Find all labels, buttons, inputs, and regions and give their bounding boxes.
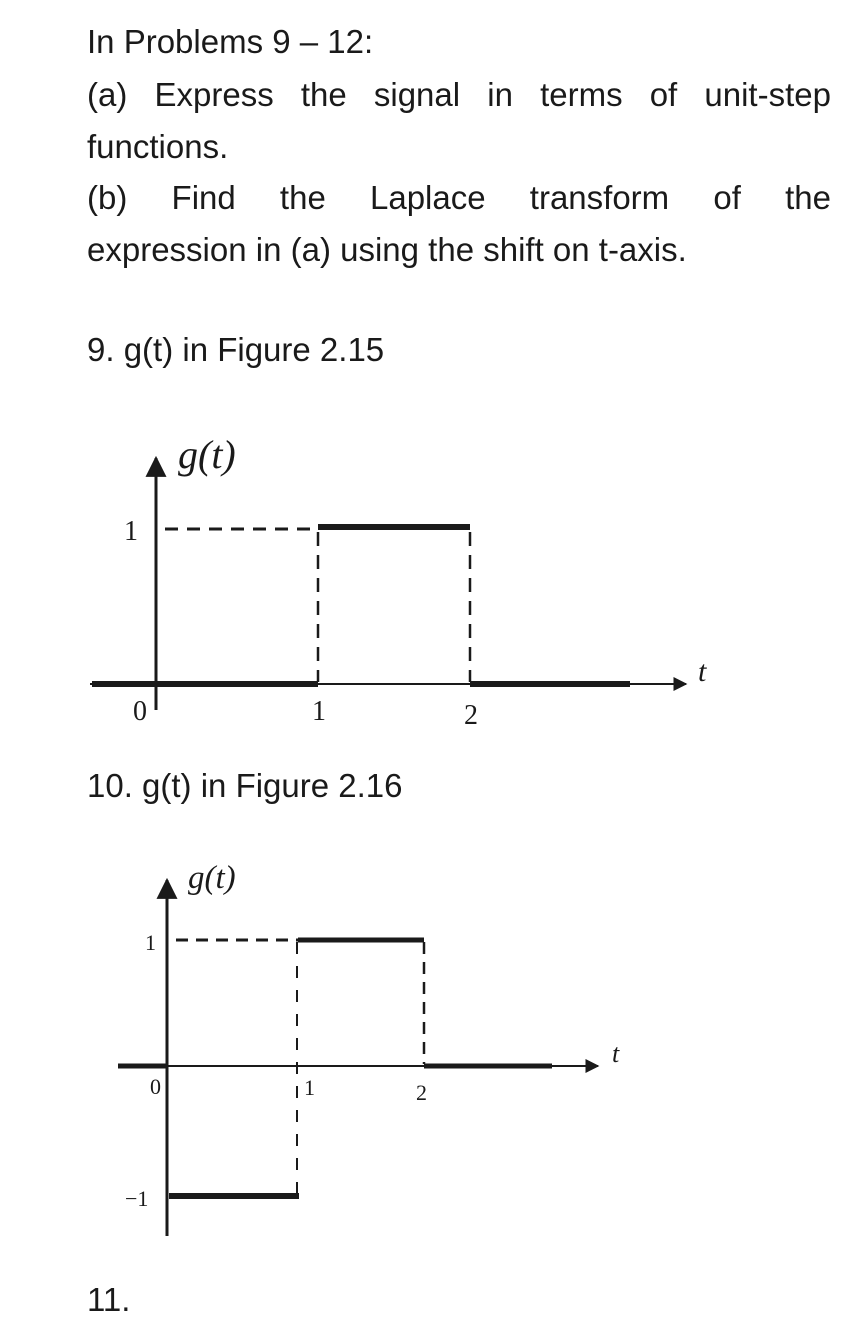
origin-label: 0 xyxy=(133,696,147,727)
x-axis-label: t xyxy=(612,1039,620,1068)
word: Laplace xyxy=(369,179,486,216)
word: unit-step xyxy=(704,76,831,113)
word: of xyxy=(649,76,678,113)
x-tick-2: 2 xyxy=(416,1080,427,1105)
origin-label: 0 xyxy=(150,1074,161,1099)
x-tick-2: 2 xyxy=(464,700,478,731)
y-tick-1: 1 xyxy=(124,516,138,547)
word: (a) xyxy=(87,76,128,113)
word: the xyxy=(785,179,831,216)
y-axis-label: g(t) xyxy=(178,432,236,477)
word: signal xyxy=(373,76,461,113)
word: (b) xyxy=(87,179,128,216)
y-tick-neg1: −1 xyxy=(125,1186,149,1211)
word: the xyxy=(279,179,326,216)
problem-11-label: 11. xyxy=(87,1281,131,1318)
word: terms xyxy=(540,76,623,113)
y-tick-1: 1 xyxy=(145,930,156,955)
part-a-line-2: functions. xyxy=(87,128,229,165)
word: the xyxy=(300,76,347,113)
x-tick-1: 1 xyxy=(312,696,326,727)
problems-heading: In Problems 9 – 12: xyxy=(87,23,374,60)
y-axis-label: g(t) xyxy=(188,860,236,896)
word: of xyxy=(713,179,741,216)
word: Find xyxy=(171,179,236,216)
x-axis-label: t xyxy=(698,655,707,688)
word: transform xyxy=(529,179,670,216)
part-b-line-2: expression in (a) using the shift on t-axis. xyxy=(87,231,687,268)
problem-9-label: 9. g(t) in Figure 2.15 xyxy=(87,331,385,368)
word: Express xyxy=(154,76,274,113)
problem-10-label: 10. g(t) in Figure 2.16 xyxy=(87,767,403,804)
x-tick-1: 1 xyxy=(304,1075,315,1100)
word: in xyxy=(487,76,513,113)
